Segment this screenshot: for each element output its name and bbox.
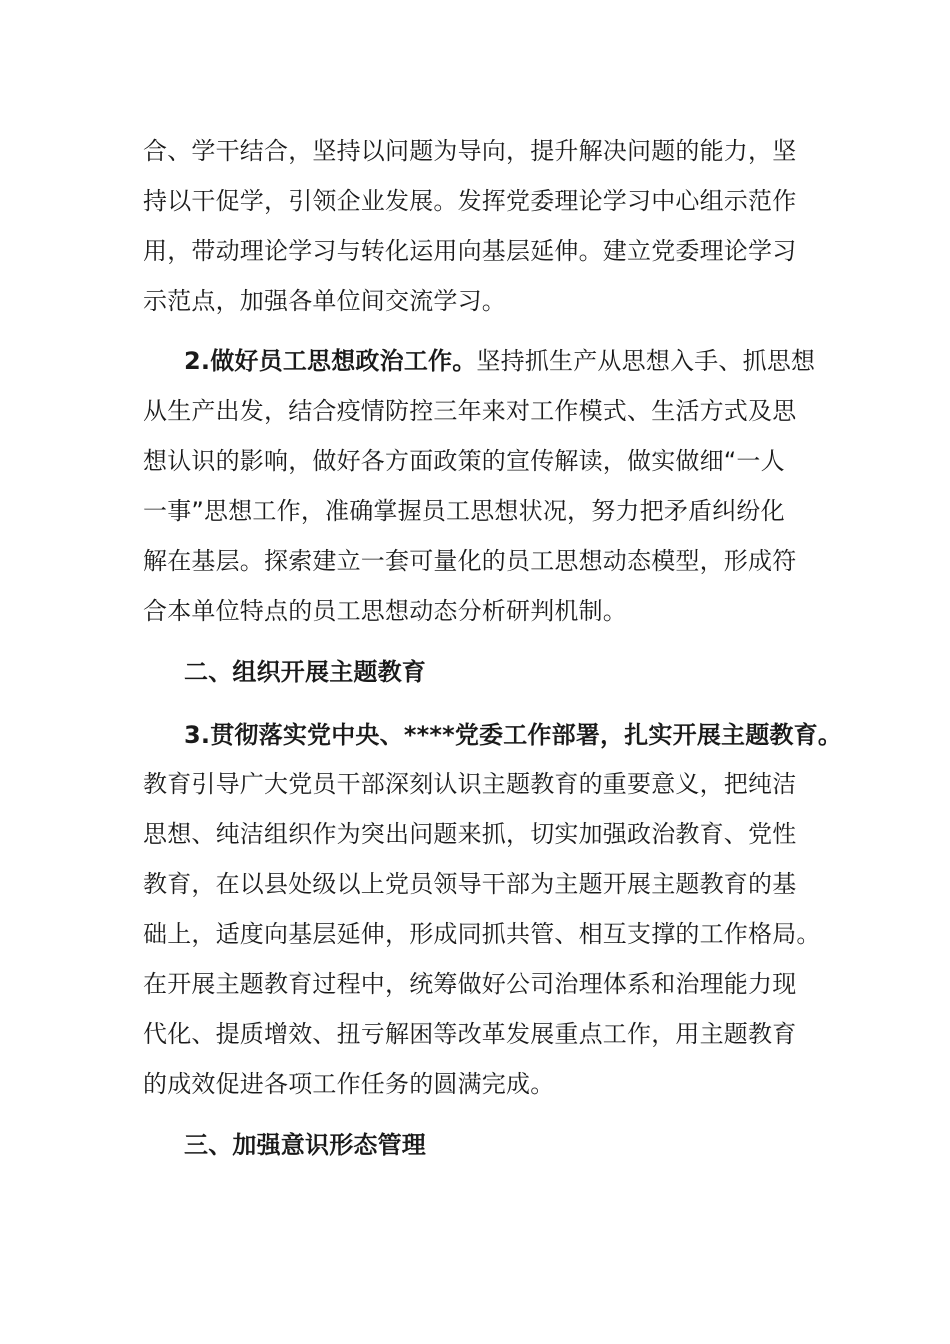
section-2-first-line [184,346,815,376]
paragraph-line: 示范点，加强各单位间交流学习。 [143,287,506,315]
paragraph-line: 础上，适度向基层延伸，形成同抓共管、相互支撑的工作格局。 [143,920,821,948]
paragraph-line: 用，带动理论学习与转化运用向基层延伸。建立党委理论学习 [143,237,797,265]
paragraph-line: 思想、纯洁组织作为突出问题来抓，切实加强政治教育、党性 [143,820,797,848]
paragraph-line: 想认识的影响，做好各方面政策的宣传解读，做实做细“一人 [143,447,785,475]
paragraph-line: 从生产出发，结合疫情防控三年来对工作模式、生活方式及思 [143,397,797,425]
paragraph-line: 合本单位特点的员工思想动态分析研判机制。 [143,597,627,625]
paragraph-line: 一事”思想工作，准确掌握员工思想状况，努力把矛盾纠纷化 [143,497,785,525]
paragraph-line: 教育引导广大党员干部深刻认识主题教育的重要意义，把纯洁 [143,770,797,798]
paragraph-line: 持以干促学，引领企业发展。发挥党委理论学习中心组示范作 [143,187,797,215]
paragraph-line: 的成效促进各项工作任务的圆满完成。 [143,1070,555,1098]
paragraph-line: 在开展主题教育过程中，统筹做好公司治理体系和治理能力现 [143,970,797,998]
paragraph-line: 合、学干结合，坚持以问题为导向，提升解决问题的能力，坚 [143,137,797,165]
section-2-heading: 2.做好员工思想政治工作。 [184,347,477,375]
section-3-heading: 3.贯彻落实党中央、****党委工作部署，扎实开展主题教育。 [184,721,843,749]
paragraph-line: 教育，在以县处级以上党员领导干部为主题开展主题教育的基 [143,870,797,898]
paragraph-line: 代化、提质增效、扭亏解困等改革发展重点工作，用主题教育 [143,1020,797,1048]
chapter-2-title: 二、组织开展主题教育 [184,658,426,686]
section-2-text: 坚持抓生产从思想入手、抓思想 [476,347,816,375]
paragraph-line: 解在基层。探索建立一套可量化的员工思想动态模型，形成符 [143,547,797,575]
chapter-3-title: 三、加强意识形态管理 [184,1131,426,1159]
